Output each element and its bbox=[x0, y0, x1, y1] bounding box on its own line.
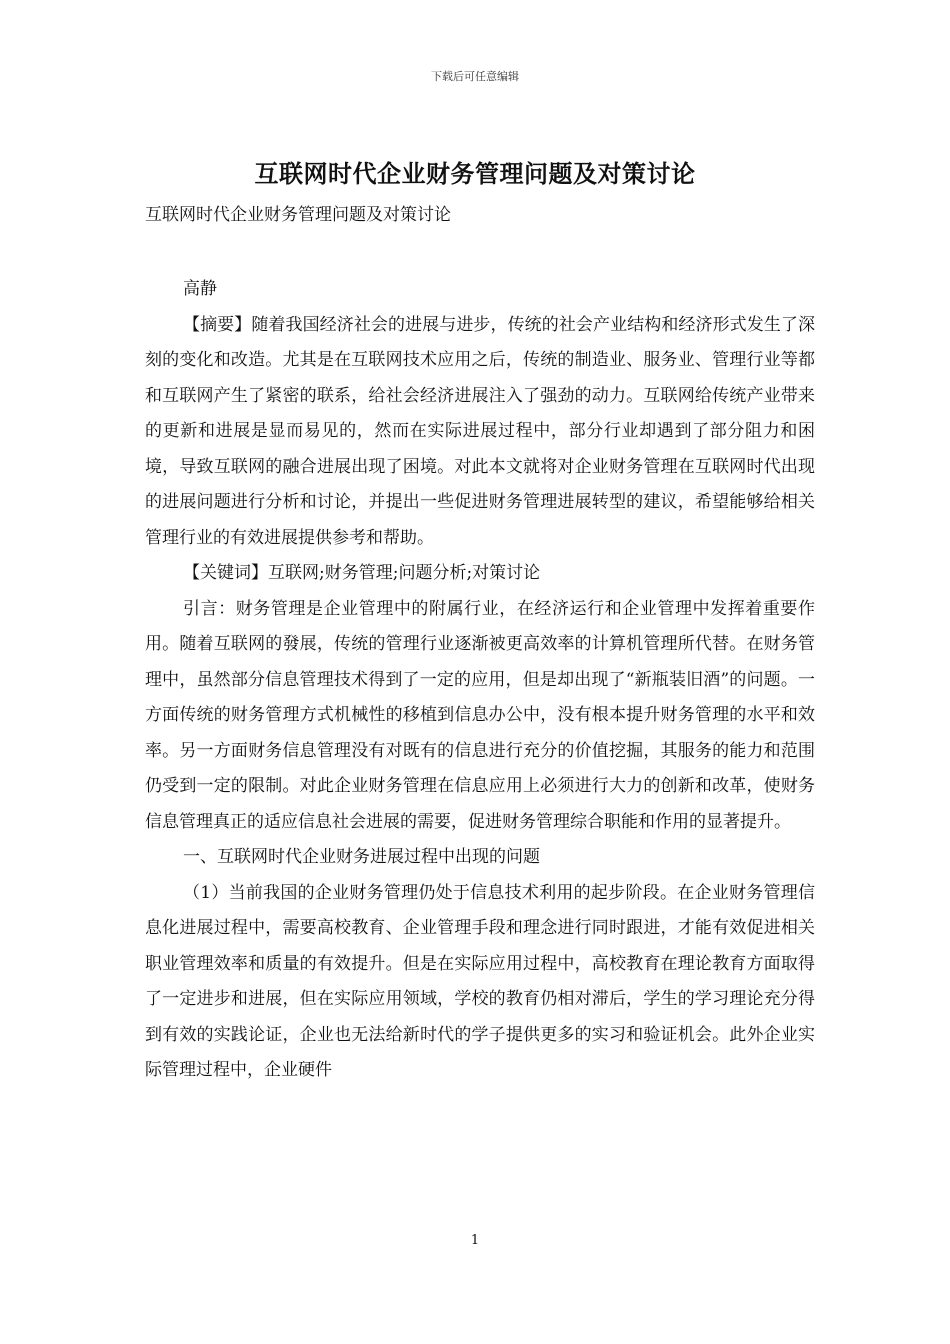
document-body bbox=[145, 272, 815, 1089]
author-name: 高静 bbox=[183, 279, 217, 299]
page-number: 1 bbox=[470, 1233, 480, 1248]
document-title: 互联网时代企业财务管理问题及对策讨论 bbox=[254, 159, 696, 188]
document-subtitle: 互联网时代企业财务管理问题及对策讨论 bbox=[145, 205, 451, 225]
introduction-paragraph: 引言：财务管理是企业管理中的附属行业，在经济运行和企业管理中发挥着重要作用。随着互联网的發展，传统的管理行业逐渐被更高效率的计算机管理所代替。在财务管理中，虽然部分信息管理技术得到了一定的应用，但是却出现了“新瓶装旧酒”的问题。一方面传统的财务管理方式机械性的移植到信息办公中，没有根本提升财务管理的水平和效率。另一方面财务信息管理没有对既有的信息进行充分的价值挖掘，其服务的能力和范围仍受到一定的限制。对此企业财务管理在信息应用上必须进行大力的创新和改革，使财务信息管理真正的适应信息社会进展的需要，促进财务管理综合职能和作用的显著提升。 bbox=[145, 598, 815, 832]
keywords-paragraph: 【关键词】互联网;财务管理;问题分析;对策讨论 bbox=[183, 563, 541, 583]
header-note: 下载后可任意编辑 bbox=[431, 70, 519, 83]
abstract-paragraph: 【摘要】随着我国经济社会的进展与进步，传统的社会产业结构和经济形式发生了深刻的变化和改造。尤其是在互联网技术应用之后，传统的制造业、服务业、管理行业等都和互联网产生了紧密的联系，给社会经济进展注入了强劲的动力。互联网给传统产业带来的更新和进展是显而易见的，然而在实际进展过程中，部分行业却遇到了部分阻力和困境，导致互联网的融合进展出现了困境。对此本文就将对企业财务管理在互联网时代出现的进展问题进行分析和讨论，并提出一些促进财务管理进展转型的建议，希望能够给相关管理行业的有效进展提供参考和帮助。 bbox=[145, 314, 815, 548]
section-heading: 一、互联网时代企业财务进展过程中出现的问题 bbox=[183, 847, 540, 867]
section-paragraph: （1）当前我国的企业财务管理仍处于信息技术利用的起步阶段。在企业财务管理信息化进展过程中，需要高校教育、企业管理手段和理念进行同时跟进，才能有效促进相关职业管理效率和质量的有效提升。但是在实际应用过程中，高校教育在理论教育方面取得了一定进步和进展，但在实际应用领域，学校的教育仍相对滞后，学生的学习理论充分得到有效的实践论证，企业也无法给新时代的学子提供更多的实习和验证机会。此外企业实际管理过程中，企业硬件 bbox=[145, 882, 815, 1080]
